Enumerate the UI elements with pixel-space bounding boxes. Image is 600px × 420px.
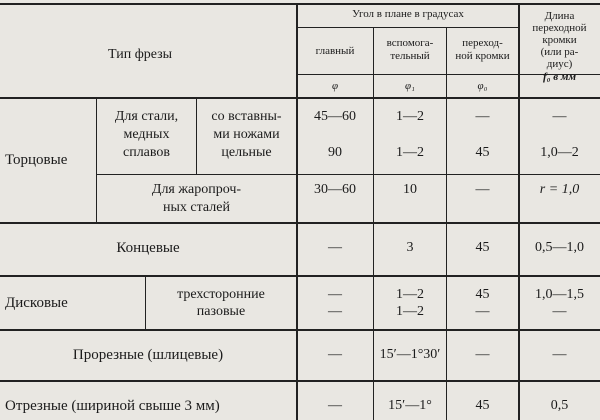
symbol-aux: φ₁	[405, 80, 415, 92]
r6-main: —	[328, 304, 342, 319]
rule-end-bottom	[0, 275, 600, 277]
row-label-end: Концевые	[116, 240, 180, 256]
r5-main: —	[328, 287, 342, 302]
rule-slit-bottom	[0, 380, 600, 382]
header-len-4: (или ра-	[540, 46, 579, 58]
r8-trans: 45	[475, 398, 490, 413]
disk-slot: пазовые	[196, 304, 246, 319]
rule-top	[0, 3, 600, 5]
header-angle-group: Угол в плане в градусах	[352, 8, 464, 20]
header-len-3: кромки	[542, 34, 577, 46]
header-len-6: f₀ в мм	[543, 71, 576, 83]
r4-aux: 3	[406, 240, 414, 255]
r1-main: 45—60	[314, 109, 356, 124]
r2-len: 1,0—2	[540, 145, 579, 160]
r3-aux: 10	[403, 182, 417, 197]
header-mill-type: Тип фрезы	[108, 47, 173, 62]
r1-aux: 1—2	[396, 109, 424, 124]
r7-main: —	[328, 347, 342, 362]
r2-main: 90	[328, 145, 342, 160]
header-len-1: Длина	[544, 10, 575, 22]
face-steel-2: медных	[123, 127, 170, 142]
rule-angle-group	[297, 27, 519, 28]
r8-main: —	[328, 398, 342, 413]
rule-face-mid	[96, 174, 600, 175]
rule-disk-bottom	[0, 329, 600, 331]
r2-trans: 45	[475, 145, 490, 160]
header-main: главный	[315, 45, 355, 57]
r7-len: —	[552, 347, 567, 362]
header-aux-1: вспомога-	[386, 37, 434, 49]
r7-aux: 15′—1°30′	[379, 347, 441, 362]
face-heat-1: Для жаропроч-	[151, 182, 242, 197]
face-steel-1: Для стали,	[114, 109, 179, 124]
row-label-face: Торцовые	[5, 152, 68, 168]
r8-len: 0,5	[550, 398, 569, 413]
r1-trans: —	[475, 109, 490, 124]
r3-main: 30—60	[314, 182, 356, 197]
face-inserted-2: ми ножами	[213, 127, 280, 142]
row-label-disk: Дисковые	[5, 295, 68, 311]
r4-trans: 45	[475, 240, 490, 255]
r8-aux: 15′—1°	[388, 398, 432, 413]
r2-aux: 1—2	[396, 145, 424, 160]
symbol-trans: φ₀	[477, 80, 488, 92]
header-aux-2: тельный	[390, 50, 430, 62]
face-inserted-1: со вставны-	[211, 109, 282, 124]
face-heat-2: ных сталей	[163, 200, 230, 215]
r6-trans: —	[475, 304, 490, 319]
r4-len: 0,5—1,0	[535, 240, 584, 255]
r3-trans: —	[475, 182, 490, 197]
vline-disk-sub	[145, 275, 146, 329]
row-label-slitting: Прорезные (шлицевые)	[72, 347, 224, 363]
r5-aux: 1—2	[396, 287, 424, 302]
rule-face-bottom	[0, 222, 600, 224]
r6-aux: 1—2	[396, 304, 424, 319]
row-label-cutoff: Отрезные (шириной свыше 3 мм)	[5, 398, 220, 414]
r6-len: —	[552, 304, 567, 319]
r5-len: 1,0—1,5	[535, 287, 584, 302]
header-len-2: переходной	[532, 22, 587, 34]
r3-len: r = 1,0	[539, 182, 580, 197]
r4-main: —	[328, 240, 342, 255]
symbol-main: φ	[331, 80, 339, 92]
header-len-5: диус)	[546, 58, 573, 70]
r7-trans: —	[475, 347, 490, 362]
face-solid: цельные	[221, 145, 272, 160]
r1-len: —	[552, 109, 567, 124]
face-steel-3: сплавов	[122, 145, 171, 160]
rule-header-bottom	[0, 97, 600, 99]
disk-three-side: трехсторонние	[177, 287, 265, 302]
header-trans-2: ной кромки	[455, 50, 510, 62]
r5-trans: 45	[475, 287, 490, 302]
header-trans-1: переход-	[462, 37, 503, 49]
